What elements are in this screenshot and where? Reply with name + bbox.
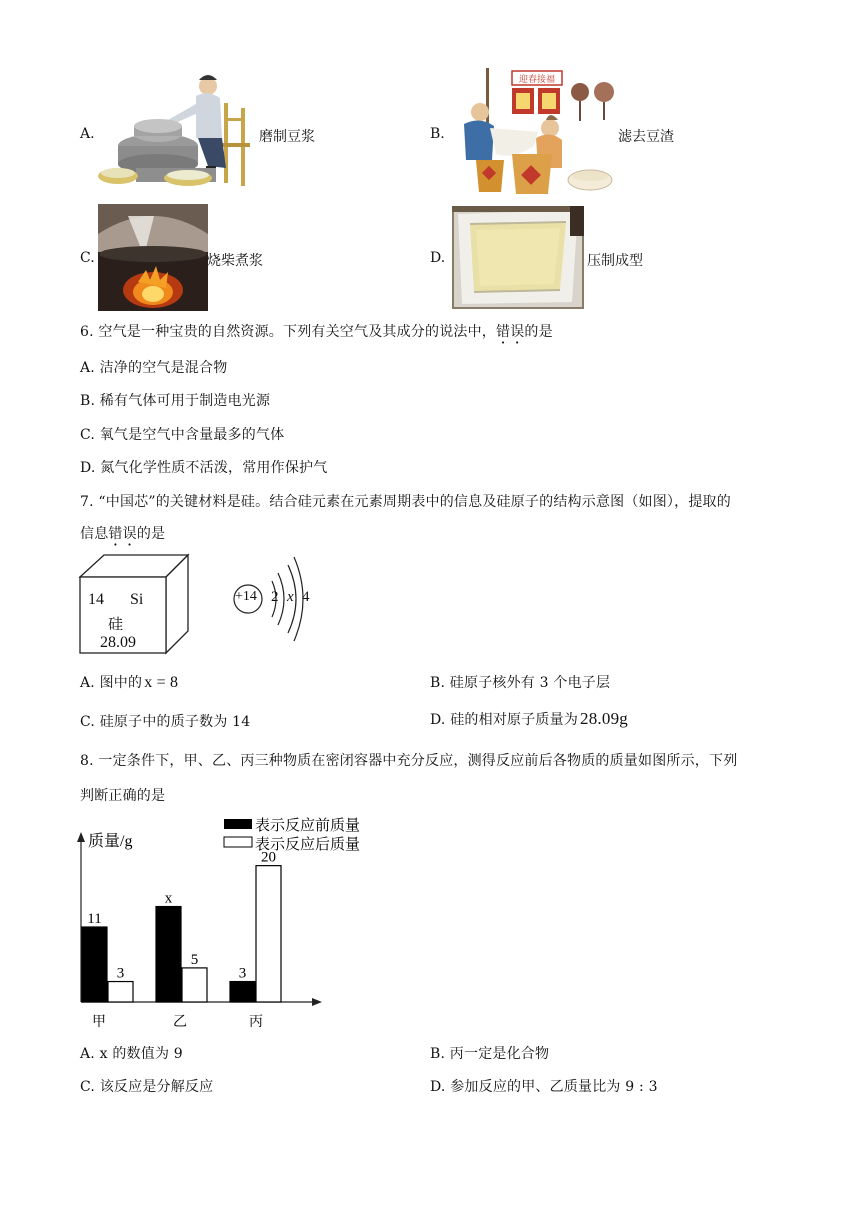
y-axis-label: 质量/g (88, 833, 133, 850)
boiling-photo (98, 204, 208, 311)
q6-stem: 6. 空气是一种宝贵的自然资源。下列有关空气及其成分的说法中，错误的是 (80, 324, 553, 340)
q8-option-c: C. 该反应是分解反应 (80, 1079, 214, 1095)
q8-stem-line2: 判断正确的是 (80, 788, 166, 804)
q7-option-b: B. 硅原子核外有 3 个电子层 (430, 675, 611, 691)
category-label: 甲 (92, 1014, 106, 1030)
data-label: x (164, 890, 173, 907)
element-name: 硅 (108, 615, 124, 633)
data-label: 3 (238, 965, 247, 982)
q7-stem-line2: 信息错误的是 (80, 526, 166, 542)
element-symbol: Si (130, 591, 144, 608)
legend-label-before: 表示反应前质量 (255, 816, 361, 834)
option-letter: D. (430, 250, 446, 266)
shell-1-count: 2 (271, 589, 279, 605)
q7-option-a: A. 图中的 x = 8 (80, 674, 179, 691)
option-text: 滤去豆渣 (618, 129, 674, 145)
element-card (78, 553, 193, 655)
option-text: 烧柴煮浆 (207, 253, 263, 269)
bar-before (230, 982, 255, 1002)
stone-mill-illustration (96, 68, 261, 193)
q7-option-d: D. 硅的相对原子质量为 28.09g (430, 709, 628, 728)
q8-option-d: D. 参加反应的甲、乙质量比为 9 : 3 (430, 1079, 658, 1095)
x-axis-arrow (312, 998, 322, 1006)
q6-option-d: D. 氮气化学性质不活泼，常用作保护气 (80, 460, 328, 476)
bar-before (82, 927, 107, 1002)
data-label: 3 (116, 965, 125, 982)
q6-option-b: B. 稀有气体可用于制造电光源 (80, 393, 271, 409)
option-text: 磨制豆浆 (259, 129, 315, 145)
legend-swatch-before (224, 819, 252, 829)
bar-after (256, 866, 281, 1002)
shell-3-count: 4 (302, 589, 310, 605)
option-letter: C. (80, 250, 95, 266)
q6-option-a: A. 洁净的空气是混合物 (80, 360, 228, 376)
q6-option-c: C. 氧气是空气中含量最多的气体 (80, 427, 285, 443)
category-label: 丙 (249, 1014, 263, 1030)
legend-label-after: 表示反应后质量 (255, 835, 361, 853)
y-axis-arrow (77, 832, 85, 842)
legend-swatch-after (224, 837, 252, 847)
q8-option-a: A. x 的数值为 9 (80, 1046, 183, 1062)
data-label: 20 (261, 849, 276, 866)
q7-stem-line1: 7. “中国芯”的关键材料是硅。结合硅元素在元素周期表中的信息及硅原子的结构示意图（如图），提取的 (80, 494, 731, 510)
element-mass: 28.09 (100, 634, 136, 651)
sign-text: 迎春接福 (518, 75, 556, 85)
option-letter: B. (430, 126, 445, 142)
q8-option-b: B. 丙一定是化合物 (430, 1046, 550, 1062)
nucleus-charge: +14 (235, 589, 257, 604)
q7-option-c: C. 硅原子中的质子数为 14 (80, 714, 251, 730)
data-label: 11 (87, 911, 102, 927)
q8-stem-line1: 8. 一定条件下，甲、乙、丙三种物质在密闭容器中充分反应，测得反应前后各物质的质量如图所示，下列 (80, 753, 738, 769)
atom-structure-diagram (228, 553, 328, 643)
bar-before (156, 907, 181, 1002)
filtering-illustration (446, 68, 618, 196)
tofu-pressing-photo (452, 206, 584, 309)
shell-2-count: x (287, 589, 294, 605)
bar-after (108, 982, 133, 1002)
element-number: 14 (88, 591, 104, 608)
data-label: 5 (190, 951, 199, 968)
bar-after (182, 968, 207, 1002)
option-text: 压制成型 (587, 253, 643, 269)
option-letter: A. (80, 126, 95, 142)
mass-bar-chart (60, 812, 390, 1034)
category-label: 乙 (173, 1014, 187, 1030)
